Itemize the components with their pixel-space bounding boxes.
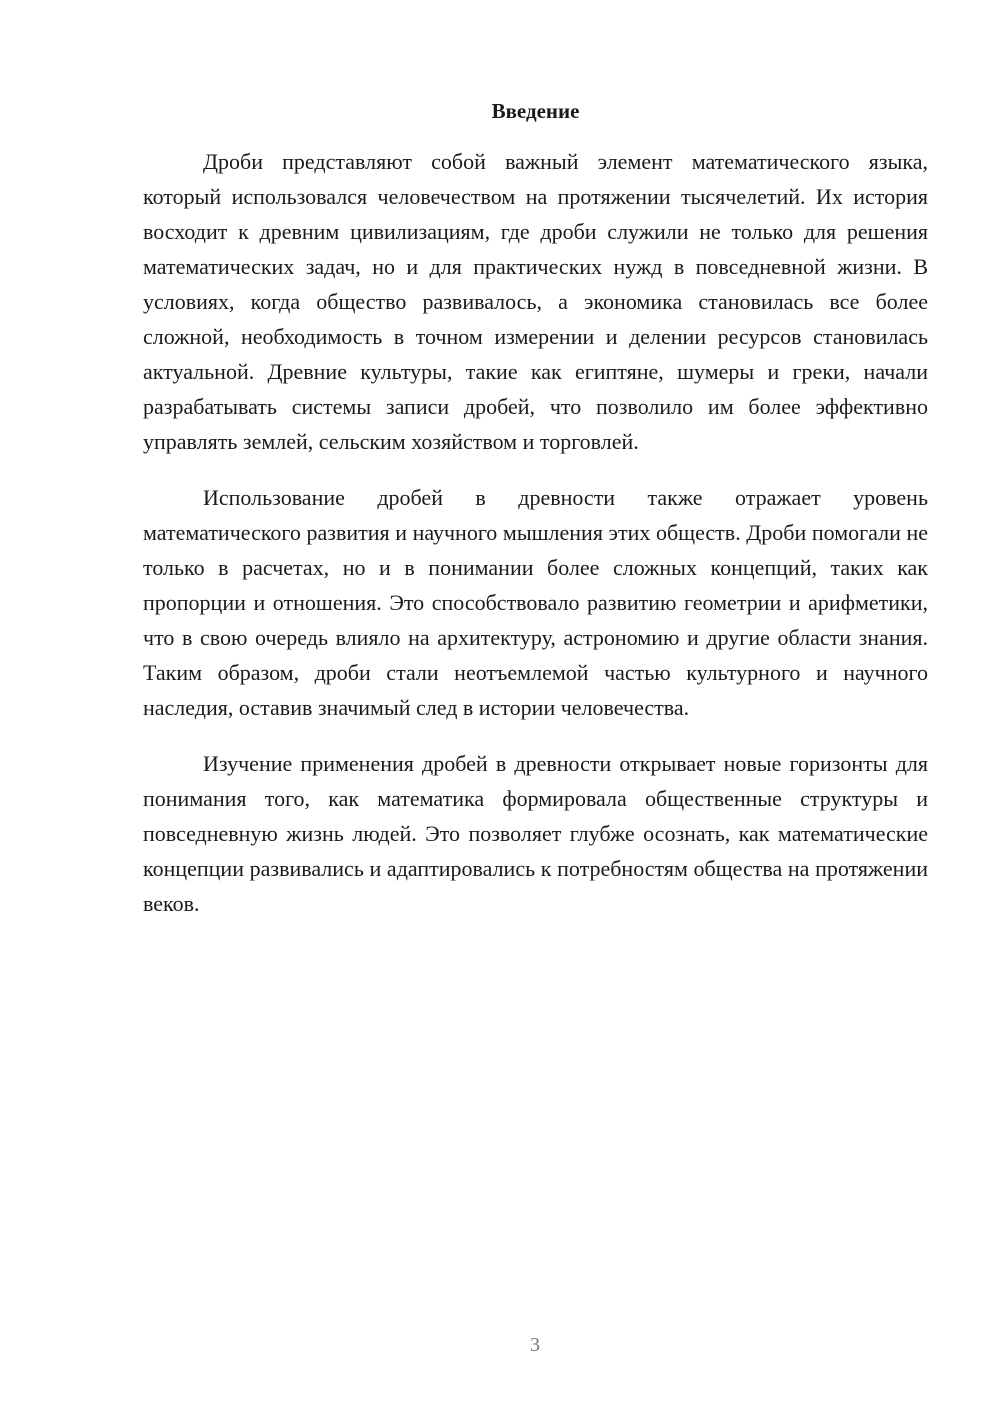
section-heading: Введение xyxy=(491,99,580,123)
page-number: 3 xyxy=(530,1334,540,1356)
paragraph-1: Дроби представляют собой важный элемент математического языка, который использовался человечеством на протяжении тысячелетий. Их история восходит к древним цивилизациям, где дроби служили не только для решения математических задач, но и для практических нужд в повседневной жизни. В условиях, когда общество развивалось, а экономика становилась все более сложной, необходимость в точном измерении и делении ресурсов становилась актуальной. Древние культуры, такие как египтяне, шумеры и греки, начали разрабатывать системы записи дробей, что позволило им более эффективно управлять землей, сельским хозяйством и торговлей. xyxy=(143,149,928,454)
paragraph-2: Использование дробей в древности также отражает уровень математического развития и научного мышления этих обществ. Дроби помогали не только в расчетах, но и в понимании более сложных концепций, таких как пропорции и отношения. Это способствовало развитию геометрии и арифметики, что в свою очередь влияло на архитектуру, астрономию и другие области знания. Таким образом, дроби стали неотъемлемой частью культурного и научного наследия, оставив значимый след в истории человечества. xyxy=(143,485,928,720)
page-content xyxy=(143,96,928,942)
paragraph-3: Изучение применения дробей в древности открывает новые горизонты для понимания того, как математика формировала общественные структуры и повседневную жизнь людей. Это позволяет глубже осознать, как математические концепции развивались и адаптировались к потребностям общества на протяжении веков. xyxy=(143,751,928,916)
